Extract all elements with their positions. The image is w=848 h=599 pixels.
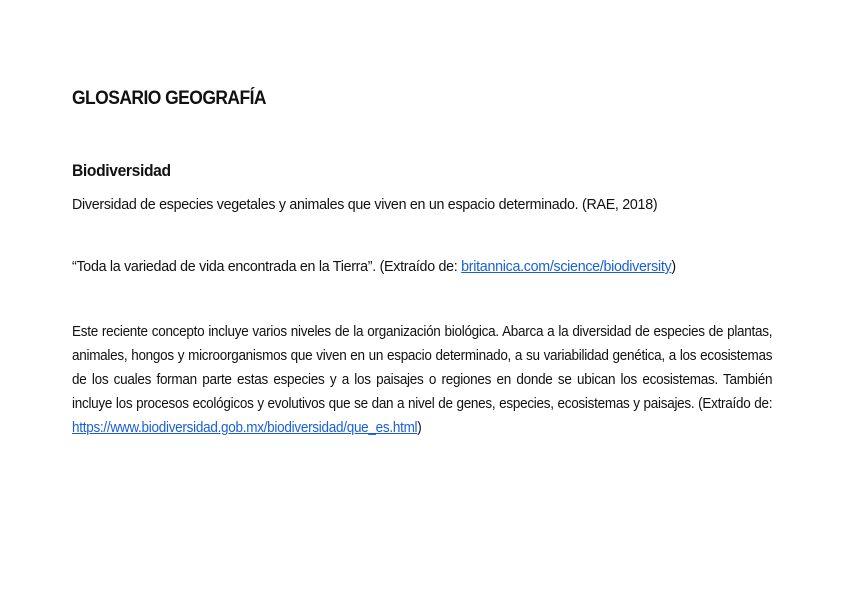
quote-close: )	[671, 258, 676, 275]
quote-text: “Toda la variedad de vida encontrada en la Tierra”. (Extraído de:	[72, 258, 462, 275]
definition-paragraph	[72, 320, 772, 440]
paragraph-close: )	[417, 419, 422, 436]
definition-rae: Diversidad de especies vegetales y animales que viven en un espacio determinado. (RAE, 2018)	[72, 196, 658, 213]
britannica-link[interactable]: britannica.com/science/biodiversity	[461, 258, 672, 275]
biodiversidad-gob-link[interactable]: https://www.biodiversidad.gob.mx/biodiversidad/que_es.html	[72, 419, 418, 436]
glossary-title: GLOSARIO GEOGRAFÍA	[72, 88, 267, 109]
paragraph-text: Este reciente concepto incluye varios niveles de la organización biológica. Abarca a la diversidad de especies de plantas, animales, hongos y microorganismos que viven en un espacio determinado, a su variabilidad genética, a los ecosistemas de los cuales forman parte estas especies y a los paisajes o regiones en donde se ubican los ecosistemas. También incluye los procesos ecológicos y evolutivos que se dan a nivel de genes, especies, ecosistemas y paisajes. (Extraído de:	[72, 323, 773, 412]
term-heading: Biodiversidad	[72, 161, 171, 180]
definition-quote	[72, 258, 676, 275]
